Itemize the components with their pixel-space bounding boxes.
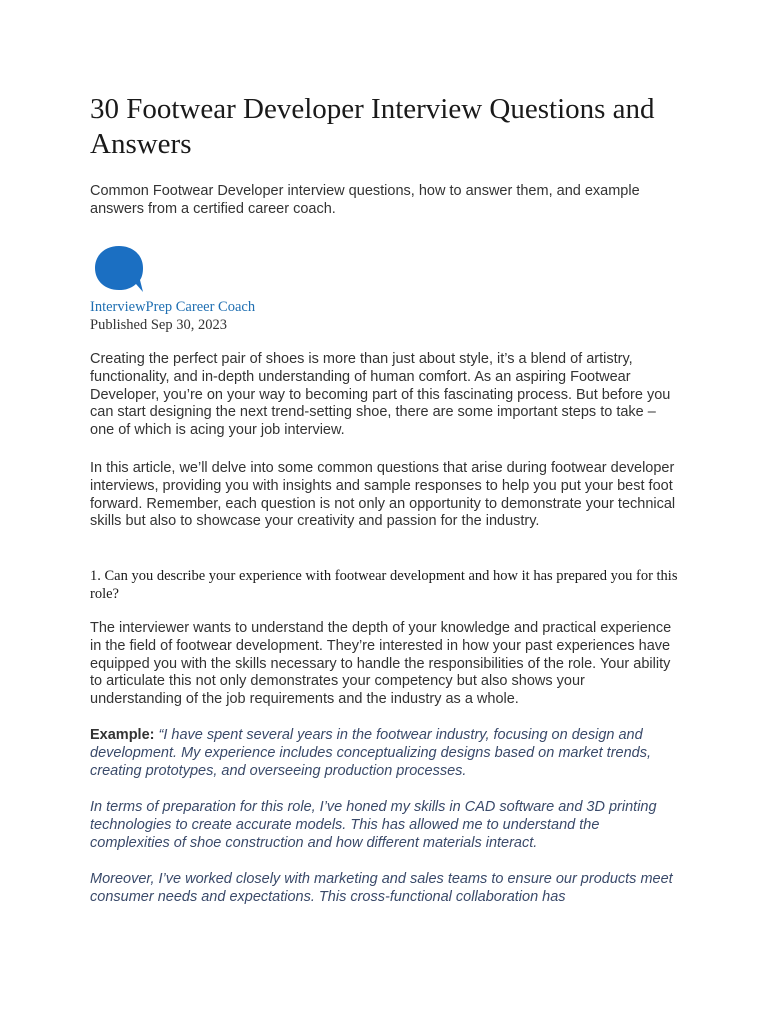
intro-paragraph-2: In this article, we’ll delve into some common questions that arise during footwear developer interviews, providing you with insights and sample responses to help you put your best foot forward. Remember, each question is not only an opportunity to demonstrate your technical skills but also to showcase your creativity and passion for the industry. <box>90 460 676 530</box>
speech-bubble-icon <box>93 244 145 294</box>
author-name[interactable]: InterviewPrep Career Coach <box>90 299 256 315</box>
article-subtitle: Common Footwear Developer interview questions, how to answer them, and example answers from a certified career coach. <box>90 183 640 217</box>
question-1-explanation: The interviewer wants to understand the depth of your knowledge and practical experience in the field of footwear development. They’re interested in how your past experiences have equipped you with the skills necessary to handle the responsibilities of the role. Your ability to articulate this not only demonstrates your competency but also shows your understanding of the job requirements and the industry as a whole. <box>90 620 672 708</box>
example-text: “I have spent several years in the footwear industry, focusing on design and development. My experience includes conceptualizing designs based on market trends, creating prototypes, and overseeing production processes. <box>90 727 651 779</box>
question-1-heading: 1. Can you describe your experience with footwear development and how it has prepared you for this role? <box>90 568 678 602</box>
published-date: Published Sep 30, 2023 <box>90 317 227 333</box>
question-1-example-paragraph-2: In terms of preparation for this role, I’ve honed my skills in CAD software and 3D printing technologies to create accurate models. This has allowed me to understand the complexities of shoe construction and how different materials interact. <box>90 799 657 851</box>
intro-paragraph-1: Creating the perfect pair of shoes is more than just about style, it’s a blend of artistry, functionality, and in-depth understanding of human comfort. As an aspiring Footwear Developer, you’re on your way to becoming part of this fascinating process. But before you can start designing the next trend-setting shoe, there are some important steps to take – one of which is acing your job interview. <box>90 351 671 439</box>
example-label: Example: <box>90 727 155 743</box>
author-avatar <box>93 244 145 294</box>
article-title: 30 Footwear Developer Interview Questions and Answers <box>90 93 655 160</box>
question-1-example-paragraph-1 <box>90 727 680 780</box>
question-1-example-paragraph-3: Moreover, I’ve worked closely with marketing and sales teams to ensure our products meet consumer needs and expectations. This cross-functional collaboration has <box>90 871 673 905</box>
